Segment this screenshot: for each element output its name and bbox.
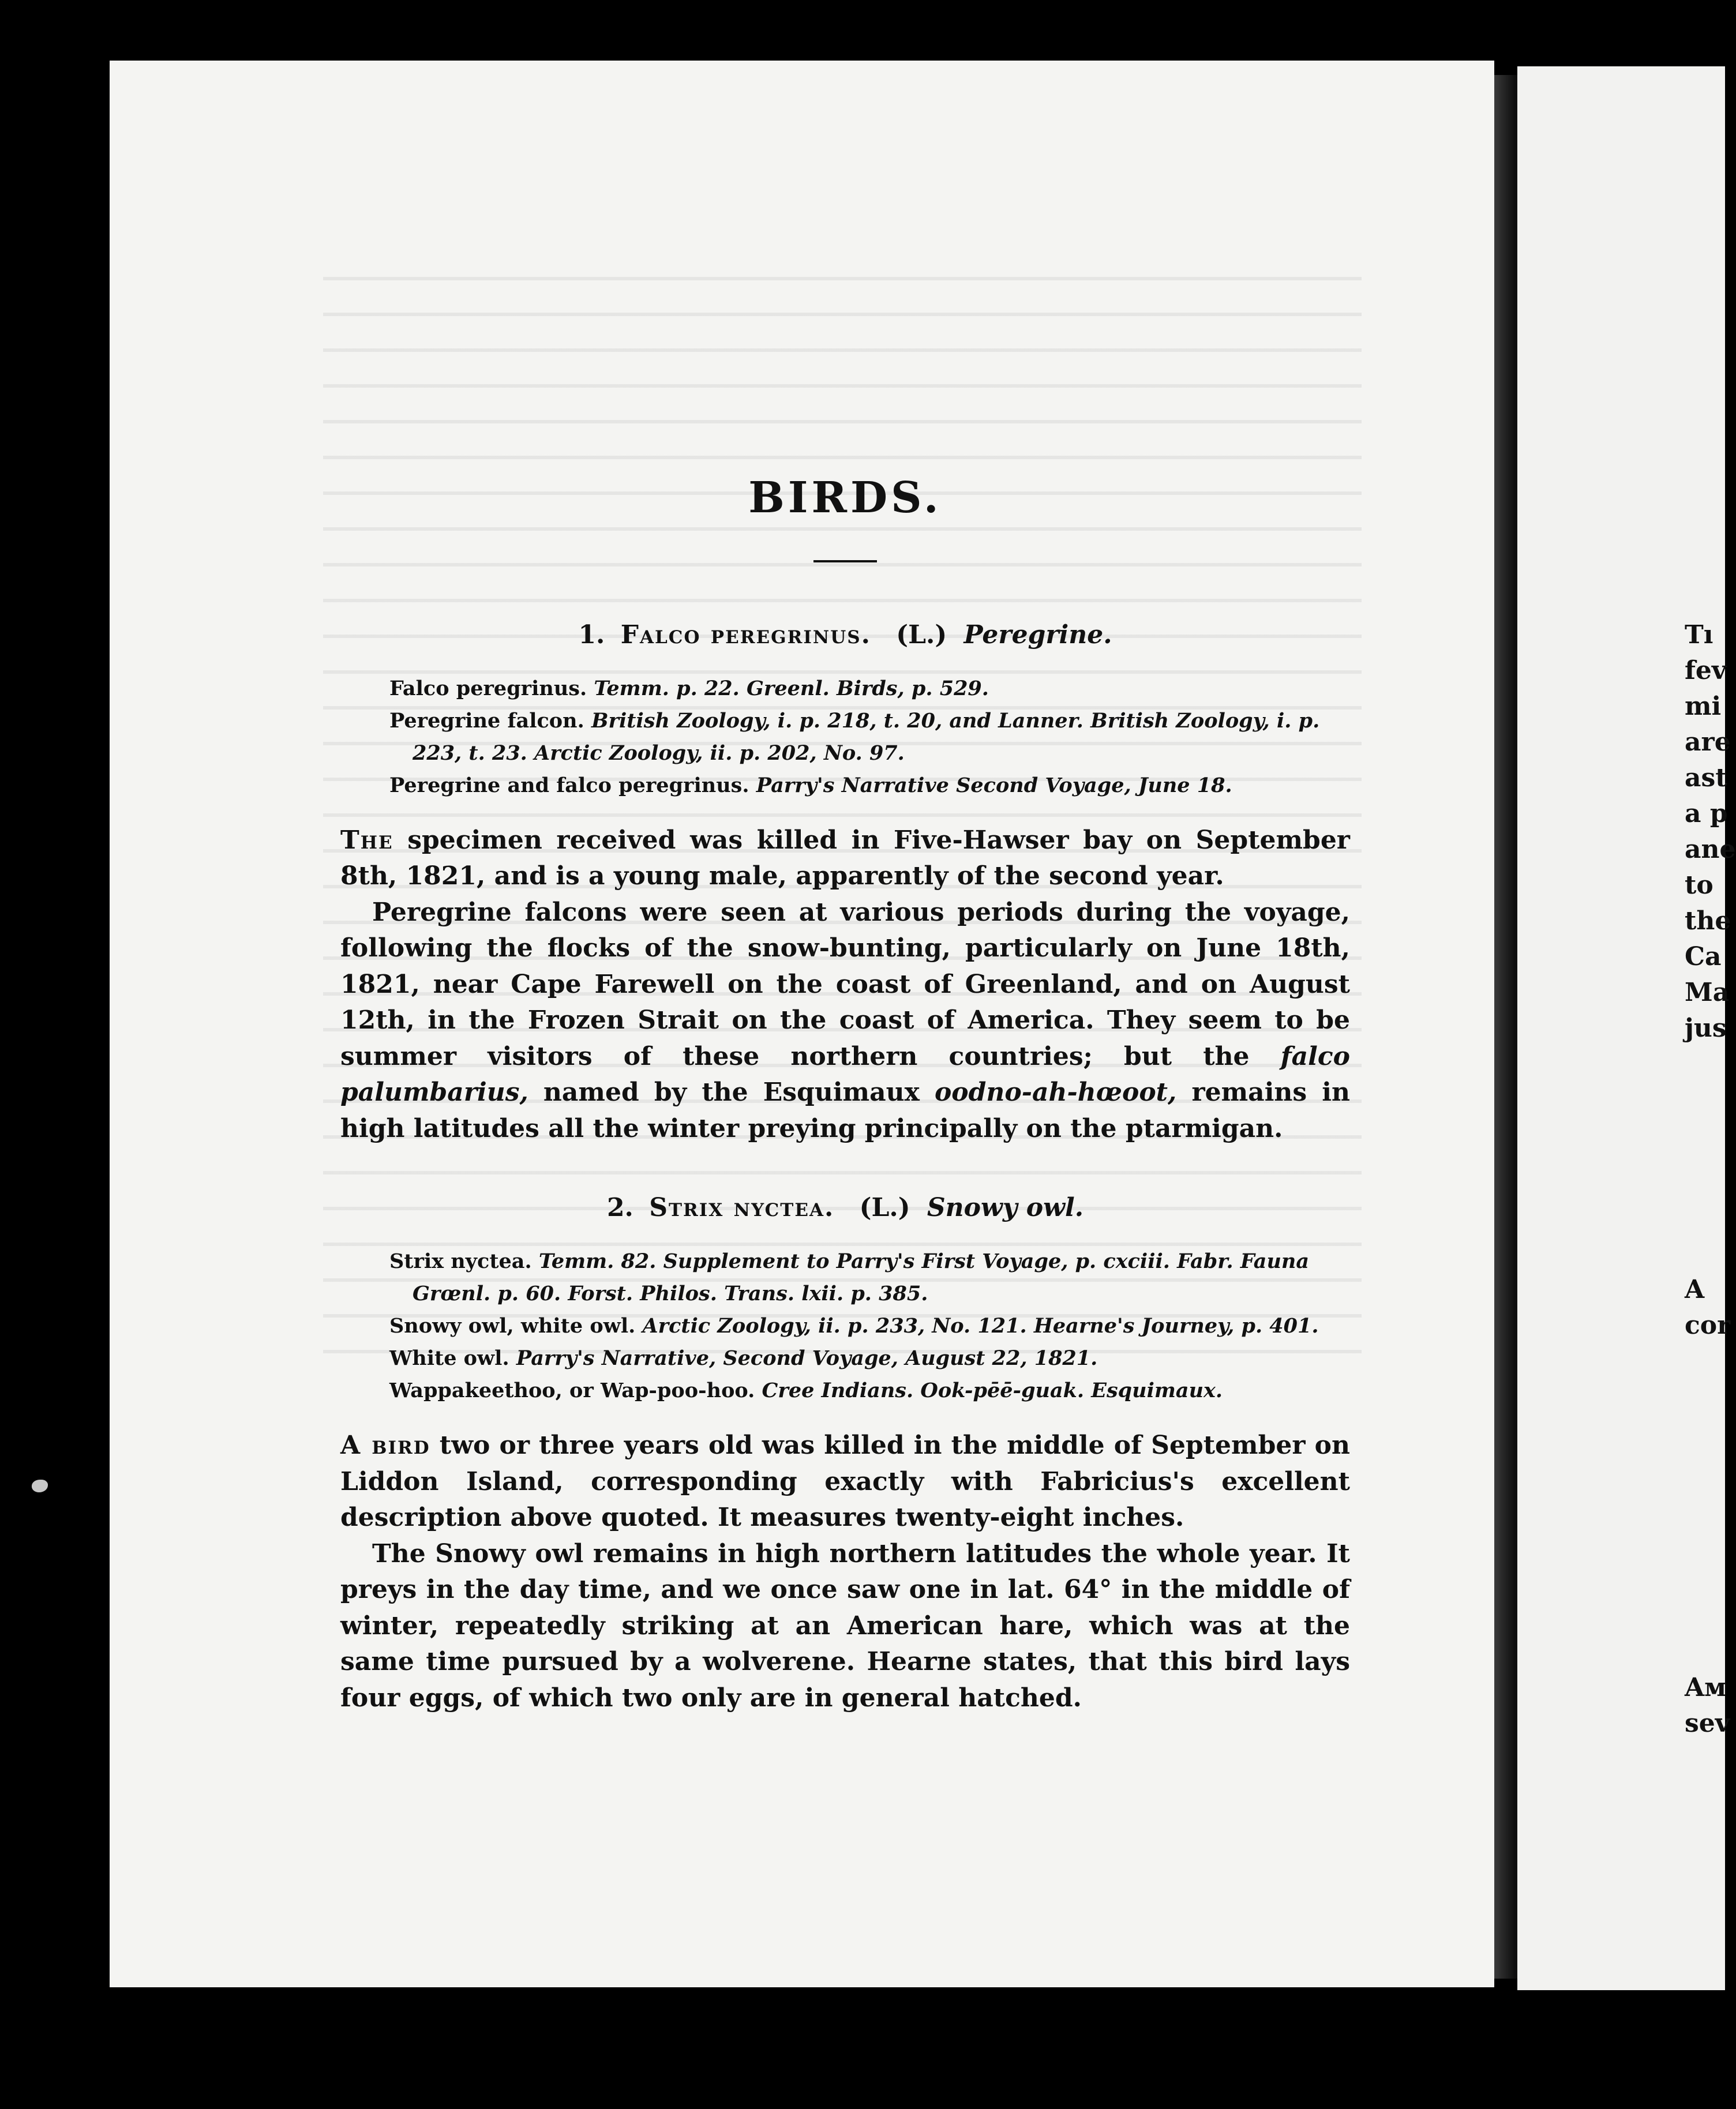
- synonym-entry: Falco peregrinus. Temm. p. 22. Greenl. Birds, p. 529.: [389, 677, 989, 700]
- synonym-entry: Peregrine and falco peregrinus. Parry's Narrative Second Voyage, June 18.: [389, 774, 1232, 797]
- species-heading-strix: [340, 1193, 1350, 1222]
- synonym-list-strix: [340, 1245, 1350, 1407]
- right-page-text-a: Tı fev mi are ast a p ane to the Ca Ma jus: [1685, 620, 1736, 1043]
- body-paragraph: Peregrine falcons were seen at various periods during the voyage, following the flocks of the snow-bunting, particularly on June 18th, 1821, near Cape Farewell on the coast of Greenland, and on August 12th, in the Frozen Strait on the coast of America. They seem to be summer visitors of these northern countries; but the falco palumbarius, named by the Esquimaux oodno-ah-hœoot, remains in high latitudes all the winter preying principally on the ptarmigan.: [340, 897, 1351, 1143]
- species-authority: (L.): [896, 620, 947, 650]
- species-number: 1.: [578, 620, 605, 650]
- species-common-name: Peregrine.: [963, 620, 1112, 650]
- page-content: [340, 473, 1350, 1716]
- title-rule: [813, 560, 877, 562]
- body-paragraph: The specimen received was killed in Five-Hawser bay on September 8th, 1821, and is a young male, apparently of the second year.: [340, 825, 1350, 891]
- right-page-text-c: Aм sev: [1685, 1673, 1730, 1738]
- body-paragraph: The Snowy owl remains in high northern latitudes the whole year. It preys in the day time, and we once saw one in lat. 64° in the middle of winter, repeatedly striking at an American hare, which was at the same time pursued by a wolverene. Hearne states, that this bird lays four eggs, of which two only are in general hatched.: [340, 1538, 1350, 1713]
- synonym-entry: Wappakeethoo, or Wap-poo-hoo. Cree Indians. Ook-pēē-guak. Esquimaux.: [389, 1379, 1223, 1403]
- species-heading-falco: [340, 620, 1350, 650]
- right-page-text-b: A cor: [1685, 1275, 1731, 1340]
- scan-speck: [32, 1480, 48, 1492]
- species-latin-name: Strix nyctea.: [649, 1193, 835, 1223]
- species-number: 2.: [606, 1193, 633, 1223]
- page-title: BIRDS.: [748, 473, 942, 523]
- species-latin-name: Falco peregrinus.: [620, 620, 871, 650]
- synonym-entry: Snowy owl, white owl. Arctic Zoology, ii. p. 233, No. 121. Hearne's Journey, p. 401.: [389, 1314, 1319, 1338]
- synonym-entry: Peregrine falcon. British Zoology, i. p. 218, t. 20, and Lanner. British Zoology, i. p. 223, t. 23. Arctic Zoology, ii. p. 202, No. 97.: [389, 709, 1320, 765]
- species-authority: (L.): [859, 1193, 910, 1223]
- synonym-entry: White owl. Parry's Narrative, Second Voyage, August 22, 1821.: [389, 1346, 1098, 1371]
- synonym-entry: Strix nyctea. Temm. 82. Supplement to Parry's First Voyage, p. cxciii. Fabr. Fauna Grœnl. p. 60. Forst. Philos. Trans. lxii. p. 385.: [389, 1249, 1310, 1306]
- synonym-list-falco: [340, 673, 1350, 802]
- body-paragraph: A bird two or three years old was killed in the middle of September on Liddon Island, corresponding exactly with Fabricius's excellent description above quoted. It measures twenty-eight inches.: [340, 1431, 1350, 1533]
- species-common-name: Snowy owl.: [927, 1193, 1084, 1223]
